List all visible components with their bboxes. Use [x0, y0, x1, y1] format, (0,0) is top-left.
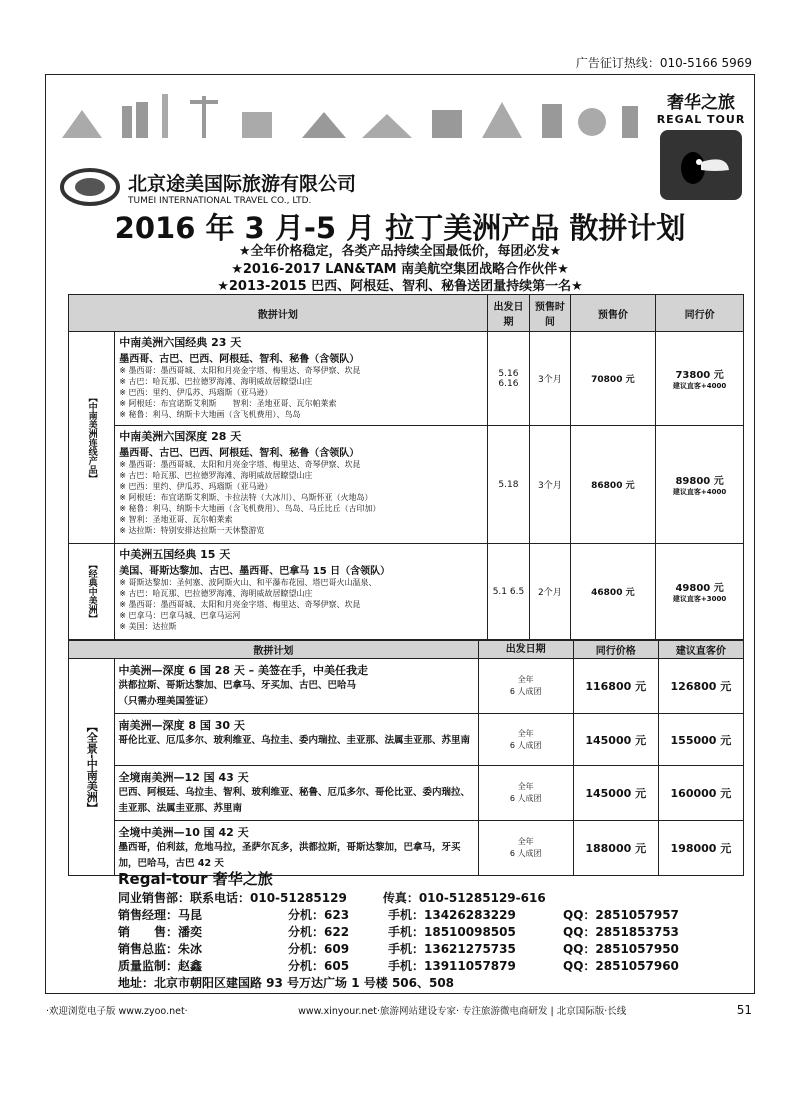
- route-countries: 墨西哥、古巴、巴西、阿根廷、智利、秘鲁（含领队）: [119, 448, 360, 459]
- direct-price: 126800 元: [658, 659, 743, 714]
- panorama-table: [68, 640, 744, 876]
- departure-date: 5.1 6.5: [487, 544, 530, 640]
- sales-contact-row: [118, 906, 718, 923]
- header-date: 出发日期: [487, 295, 530, 332]
- latin-america-table: [68, 294, 744, 640]
- peer-price: 145000 元: [573, 714, 658, 766]
- header-peer: 同行价: [656, 295, 744, 332]
- direct-price: 198000 元: [658, 821, 743, 876]
- table-row: [69, 714, 744, 766]
- sales-contact-row: [118, 923, 718, 940]
- route-line: ※ 阿根廷：布宜诺斯艾利斯、卡拉法特（大冰川）、乌斯怀亚（火地岛）: [119, 493, 373, 502]
- route-details: [114, 714, 478, 766]
- peer-price-cell: [656, 426, 744, 544]
- brand-english: REGAL TOUR: [656, 113, 746, 126]
- departure-date: 全年: [517, 837, 534, 846]
- ad-hotline: 广告征订热线：010-5166 5969: [575, 56, 752, 70]
- header-price: 预售价: [570, 295, 656, 332]
- footer-middle: www.xinyour.net·旅游网站建设专家· 专注旅游微电商研发 | 北京国际版·长线: [298, 1006, 627, 1017]
- header-date: 出发日期: [478, 641, 573, 659]
- route-line: ※ 智利：圣地亚哥、瓦尔帕莱索: [119, 515, 233, 524]
- route-countries: 墨西哥、古巴、巴西、阿根廷、智利、秘鲁（含领队）: [119, 354, 360, 365]
- contact-mobile: 手机：18510098505: [388, 925, 516, 939]
- contact-qq: QQ：2851057957: [563, 908, 679, 922]
- route-details: [114, 659, 478, 714]
- route-line: ※ 墨西哥：墨西哥城、太阳和月亮金字塔、梅里达、奇琴伊察、坎昆: [119, 600, 361, 609]
- route-line: ※ 巴拿马：巴拿马城、巴拿马运河: [119, 611, 241, 620]
- contact-mobile: 手机：13426283229: [388, 908, 516, 922]
- route-line: ※ 墨西哥：墨西哥城、太阳和月亮金字塔、梅里达、奇琴伊察、坎昆: [119, 366, 361, 375]
- subtitle-3: ★2013-2015 巴西、阿根廷、智利、秘鲁送团量持续第一名★: [217, 279, 583, 294]
- presale-price: 46800 元: [570, 544, 656, 640]
- contact-mobile: 手机：13911057879: [388, 959, 516, 973]
- route-line: ※ 巴西：里约、伊瓜苏、玛瑙斯（亚马逊）: [119, 388, 273, 397]
- sales-contact-row: [118, 957, 718, 974]
- landmarks-silhouette-icon: [62, 92, 652, 138]
- sales-address: 地址：北京市朝阳区建国路 93 号万达广场 1 号楼 506、508: [118, 976, 455, 990]
- toucan-logo-icon: [660, 130, 742, 200]
- sales-header: Regal-tour 奢华之旅: [118, 870, 273, 888]
- peer-price: 145000 元: [573, 766, 658, 821]
- direct-price: 155000 元: [658, 714, 743, 766]
- peer-note: 建议直客+4000: [672, 488, 727, 496]
- route-name: 中美洲—深度 6 国 28 天 – 美签在手，中美任我走: [118, 664, 368, 677]
- sales-phone-line: 同业销售部：联系电话：010-51285129 传真：010-51285129-616: [118, 891, 546, 905]
- table-row: [69, 659, 744, 714]
- header-peer: 同行价格: [573, 641, 658, 659]
- contact-ext: 分机：609: [288, 942, 350, 956]
- route-line: ※ 秘鲁：利马、纳斯卡大地画（含飞机费用）、鸟岛、马丘比丘（古印加）: [119, 504, 381, 513]
- route-line: ※ 阿根廷：布宜诺斯艾利斯 智利：圣地亚哥、瓦尔帕莱索: [119, 399, 337, 408]
- contact-role: 销售总监：朱冰: [118, 942, 203, 956]
- sales-contact-row: [118, 940, 718, 957]
- route-name: 中美洲五国经典 15 天: [119, 548, 231, 561]
- company-name-cn: 北京途美国际旅游有限公司: [128, 172, 357, 195]
- departure-date: 全年: [517, 675, 534, 684]
- route-countries: 洪都拉斯、哥斯达黎加、巴拿马、牙买加、古巴、巴哈马: [118, 680, 357, 691]
- regal-tour-brand: [655, 88, 747, 200]
- table-row: [69, 332, 744, 426]
- route-name: 南美洲—深度 8 国 30 天: [118, 719, 245, 732]
- tumei-logo-icon: [60, 167, 120, 207]
- route-name: 中南美洲六国经典 23 天: [119, 336, 242, 349]
- page-footer: [46, 1003, 752, 1017]
- contact-qq: QQ：2851853753: [563, 925, 679, 939]
- route-details: [115, 426, 487, 544]
- group-size: 6 人成团: [509, 687, 542, 696]
- route-countries: 美国、哥斯达黎加、古巴、墨西哥、巴拿马 15 日（含领队）: [119, 566, 391, 577]
- route-line: ※ 巴西：里约、伊瓜苏、玛瑙斯（亚马逊）: [119, 482, 273, 491]
- route-details: [115, 544, 487, 640]
- peer-price: 49800 元: [675, 583, 724, 594]
- subtitle-1: ★全年价格稳定，各类产品持续全国最低价，每团必发★: [238, 244, 562, 259]
- contact-mobile: 手机：13621275735: [388, 942, 516, 956]
- route-details: [115, 332, 487, 426]
- route-line: ※ 哥斯达黎加：圣何塞、波阿斯火山、和平瀑布花园、塔巴哥火山温泉、: [119, 578, 377, 587]
- header-direct: 建议直客价: [658, 641, 743, 659]
- route-line: ※ 古巴：哈瓦那、巴拉德罗海滩、海明威故居瞭望山庄: [119, 471, 313, 480]
- route-countries: 哥伦比亚、厄瓜多尔、玻利维亚、乌拉圭、委内瑞拉、圭亚那、法属圭亚那、苏里南: [118, 735, 471, 746]
- contact-qq: QQ：2851057950: [563, 942, 679, 956]
- route-name: 中南美洲六国深度 28 天: [119, 430, 242, 443]
- route-line: ※ 墨西哥：墨西哥城、太阳和月亮金字塔、梅里达、奇琴伊察、坎昆: [119, 460, 361, 469]
- route-countries: 墨西哥，伯利兹，危地马拉，圣萨尔瓦多，洪都拉斯，哥斯达黎加，巴拿马，牙买加，巴哈马，古巴 42 天: [118, 842, 461, 869]
- contact-ext: 分机：605: [288, 959, 350, 973]
- peer-price-cell: [656, 544, 744, 640]
- advance-time: 3个月: [530, 332, 570, 426]
- group-size: 6 人成团: [509, 849, 542, 858]
- brand-name: 奢华之旅: [667, 93, 735, 113]
- peer-price: 73800 元: [675, 370, 724, 381]
- departure-date: 5.18: [487, 426, 530, 544]
- contact-role: 销 售：潘奕: [118, 925, 203, 939]
- route-note: （只需办理美国签证）: [118, 696, 214, 707]
- table-row: [69, 766, 744, 821]
- company-header: [60, 167, 356, 207]
- contact-ext: 分机：623: [288, 908, 350, 922]
- route-details: [114, 766, 478, 821]
- group-size: 6 人成团: [509, 794, 542, 803]
- route-countries: 巴西、阿根廷、乌拉圭、智利、玻利维亚、秘鲁、厄瓜多尔、哥伦比亚、委内瑞拉、圭亚那、法属圭亚那、苏里南: [118, 787, 471, 814]
- advance-time: 2个月: [530, 544, 570, 640]
- group-label: 【经典中美洲】: [69, 544, 115, 640]
- group-size: 6 人成团: [509, 740, 542, 750]
- contact-role: 销售经理：马昆: [118, 908, 203, 922]
- page-title: 2016 年 3 月-5 月 拉丁美洲产品 散拼计划: [114, 211, 686, 245]
- peer-note: 建议直客+4000: [672, 382, 727, 390]
- landmark-banner: [62, 92, 652, 138]
- presale-price: 70800 元: [570, 332, 656, 426]
- route-name: 全境中美洲—10 国 42 天: [118, 826, 249, 839]
- departure-date: 全年: [517, 728, 534, 738]
- departure-date: 全年: [517, 782, 534, 791]
- presale-price: 86800 元: [570, 426, 656, 544]
- departure-cell: [478, 714, 573, 766]
- subtitle-2: ★2016-2017 LAN&TAM 南美航空集团战略合作伙伴★: [231, 262, 569, 277]
- table-row: [69, 544, 744, 640]
- page-number: 51: [736, 1003, 752, 1017]
- departure-date: 5.16 6.16: [487, 332, 530, 426]
- peer-price: 188000 元: [573, 821, 658, 876]
- contact-qq: QQ：2851057960: [563, 959, 679, 973]
- route-name: 全境南美洲—12 国 43 天: [118, 771, 249, 784]
- header-plan: 散拼计划: [69, 641, 479, 659]
- direct-price: 160000 元: [658, 766, 743, 821]
- peer-price: 89800 元: [675, 476, 724, 487]
- route-line: ※ 美国：达拉斯: [119, 622, 177, 631]
- departure-cell: [478, 766, 573, 821]
- table2-header-row: [69, 641, 744, 659]
- contact-ext: 分机：622: [288, 925, 350, 939]
- peer-price-cell: [656, 332, 744, 426]
- advance-time: 3个月: [530, 426, 570, 544]
- peer-price: 116800 元: [573, 659, 658, 714]
- contact-role: 质量监制：赵鑫: [118, 959, 203, 973]
- company-name-en: TUMEI INTERNATIONAL TRAVEL CO., LTD.: [128, 195, 312, 206]
- group-label: 【全景-中南美洲】: [69, 659, 115, 876]
- table-row: [69, 426, 744, 544]
- route-line: ※ 古巴：哈瓦那、巴拉德罗海滩、海明威故居瞭望山庄: [119, 377, 313, 386]
- route-line: ※ 达拉斯：特别安排达拉斯一天休整游览: [119, 526, 265, 535]
- departure-cell: [478, 659, 573, 714]
- route-line: ※ 秘鲁：利马、纳斯卡大地画（含飞机费用）、鸟岛: [119, 410, 301, 419]
- sales-contacts: [118, 868, 718, 991]
- group-label: 【中南美洲连线产品】: [69, 332, 115, 544]
- header-plan: 散拼计划: [69, 295, 488, 332]
- table1-header-row: [69, 295, 744, 332]
- footer-left: ·欢迎浏览电子版 www.zyoo.net·: [46, 1006, 188, 1017]
- header-advance: 预售时间: [530, 295, 570, 332]
- peer-note: 建议直客+3000: [672, 595, 727, 603]
- route-line: ※ 古巴：哈瓦那、巴拉德罗海滩、海明威故居瞭望山庄: [119, 589, 313, 598]
